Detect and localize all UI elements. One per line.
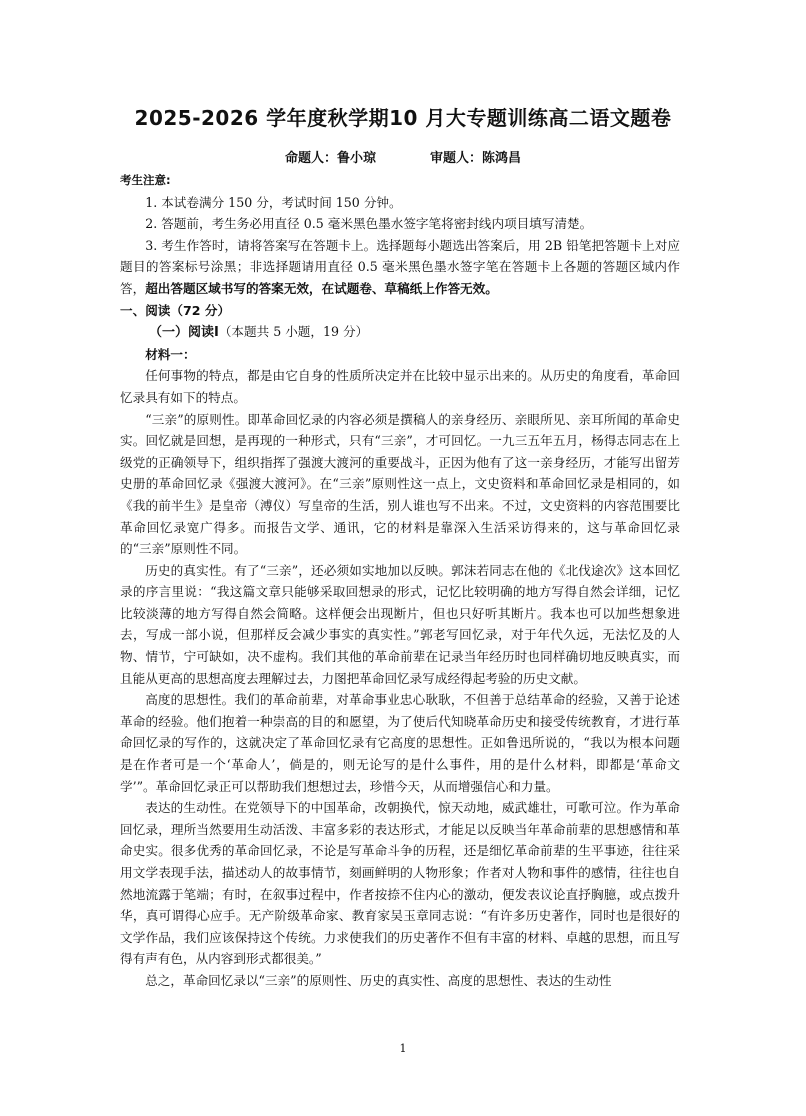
notice-heading: 考生注意:: [120, 173, 171, 187]
body-paragraph-2: “三亲”的原则性。即革命回忆录的内容必须是撰稿人的亲身经历、亲眼所见、亲耳所闻的革命史实。回忆就是回想，是再现的一种形式，只有“三亲”，才可回忆。一九三五年五月，杨得志同志在上级党的正确领导下，组织指挥了强渡大渡河的重要战斗，正因为他有了这一亲身经历，才能写出留芳史册的革命回忆录《强渡大渡河》。在“三亲”原则性这一点上，文史资料和革命回忆录是相同的，如《我的前半生》是皇帝（溥仪）写皇帝的生活，别人谁也写不出来。不过，文史资料的内容范围要比革命回忆录宽广得多。而报告文学、通讯，它的材料是靠深入生活采访得来的，这与革命回忆录的“三亲”原则性不同。: [120, 411, 680, 557]
sub-section-title: （一）阅读Ⅰ: [148, 325, 219, 341]
reviewer-label: 审题人：陈鸿昌: [430, 151, 522, 166]
body-paragraph-4: 高度的思想性。我们的革命前辈，对革命事业忠心耿耿，不但善于总结革命的经验，又善于论述革命的经验。他们抱着一种崇高的目的和愿望，为了使后代知晓革命历史和接受传统教育，才进行革命回忆录的写作的，这就决定了革命回忆录有它高度的思想性。正如鲁迅所说的，“我以为根本问题是在作者可是一个‘革命人’，倘是的，则无论写的是什么事件，用的是什么材料，即都是‘革命文学’”。革命回忆录正可以帮助我们想想过去，珍惜今天，从而增强信心和力量。: [120, 692, 680, 794]
body-paragraph-5: 表达的生动性。在党领导下的中国革命，改朝换代，惊天动地，威武雄壮，可歌可泣。作为革命回忆录，理所当然要用生动活泼、丰富多彩的表达形式，才能足以反映当年革命前辈的思想感情和革命史实。很多优秀的革命回忆录，不论是写革命斗争的历程，还是细忆革命前辈的生平事迹，往往采用文学表现手法，描述动人的故事情节，刻画鲜明的人物形象；作者对人物和事件的感情，往往也自然地流露于笔端；有时，在叙事过程中，作者按捺不住内心的激动，便发表议论直抒胸臆，或点拨升华，真可谓得心应手。无产阶级革命家、教育家吴玉章同志说：“有许多历史著作，同时也是很好的文学作品，我们应该保持这个传统。力求使我们的历史著作不但有丰富的材料、卓越的思想，而且写得有声有色，从内容到形式都很美。”: [120, 800, 680, 967]
body-paragraph-3: 历史的真实性。有了“三亲”，还必须如实地加以反映。郭沫若同志在他的《北伐途次》这本回忆录的序言里说：“我这篇文章只能够采取回想录的形式，记忆比较明确的地方写得自然会详细，记忆比较淡薄的地方写得自然会简略。这样便会出现断片，但也只好听其断片。我本也可以加些想象进去，写成一部小说，但那样反会减少事实的真实性。”郭老写回忆录，对于年代久远，无法忆及的人物、情节，宁可缺如，决不虚构。我们其他的革命前辈在记录当年经历时也同样确切地反映真实，而且能从更高的思想高度去理解过去，力图把革命回忆录写成经得起考验的历史文献。: [120, 562, 680, 686]
author-label: 命题人：鲁小琼: [284, 151, 376, 166]
author-line: [0, 147, 806, 166]
exam-title: 2025-2026 学年度秋学期10 月大专题训练高二语文题卷: [134, 106, 672, 130]
page-number: 1: [399, 1042, 407, 1055]
sub-section-note: （本题共 5 小题，19 分）: [218, 324, 369, 340]
notice-item-3-text: 3. 考生作答时，请将答案写在答题卡上。选择题每小题选出答案后，用 2B 铅笔把答题卡上对应题目的答案标号涂黑；非选择题请用直径 0.5 毫米黑色墨水签字笔在答题卡上各题的答题区域内作答，: [120, 237, 680, 296]
body-paragraph-1: 任何事物的特点，都是由它自身的性质所决定并在比较中显示出来的。从历史的角度看，革命回忆录具有如下的特点。: [120, 368, 680, 405]
notice-item-3-bold: 超出答题区域书写的答案无效，在试题卷、草稿纸上作答无效。: [145, 280, 498, 296]
exam-content: [120, 170, 680, 992]
notice-item-2: 2. 答题前，考生务必用直径 0.5 毫米黑色墨水签字笔将密封线内项目填写清楚。: [145, 216, 593, 232]
body-paragraph-6: 总之，革命回忆录以“三亲”的原则性、历史的真实性、高度的思想性、表达的生动性: [145, 972, 612, 988]
section-part-1: 一、阅读（72 分）: [120, 302, 231, 318]
section-sub-1: [120, 321, 680, 344]
material-label: 材料一：: [145, 346, 196, 362]
notice-item-3: [120, 235, 680, 300]
notice-item-1: 1. 本试卷满分 150 分，考试时间 150 分钟。: [145, 194, 402, 210]
